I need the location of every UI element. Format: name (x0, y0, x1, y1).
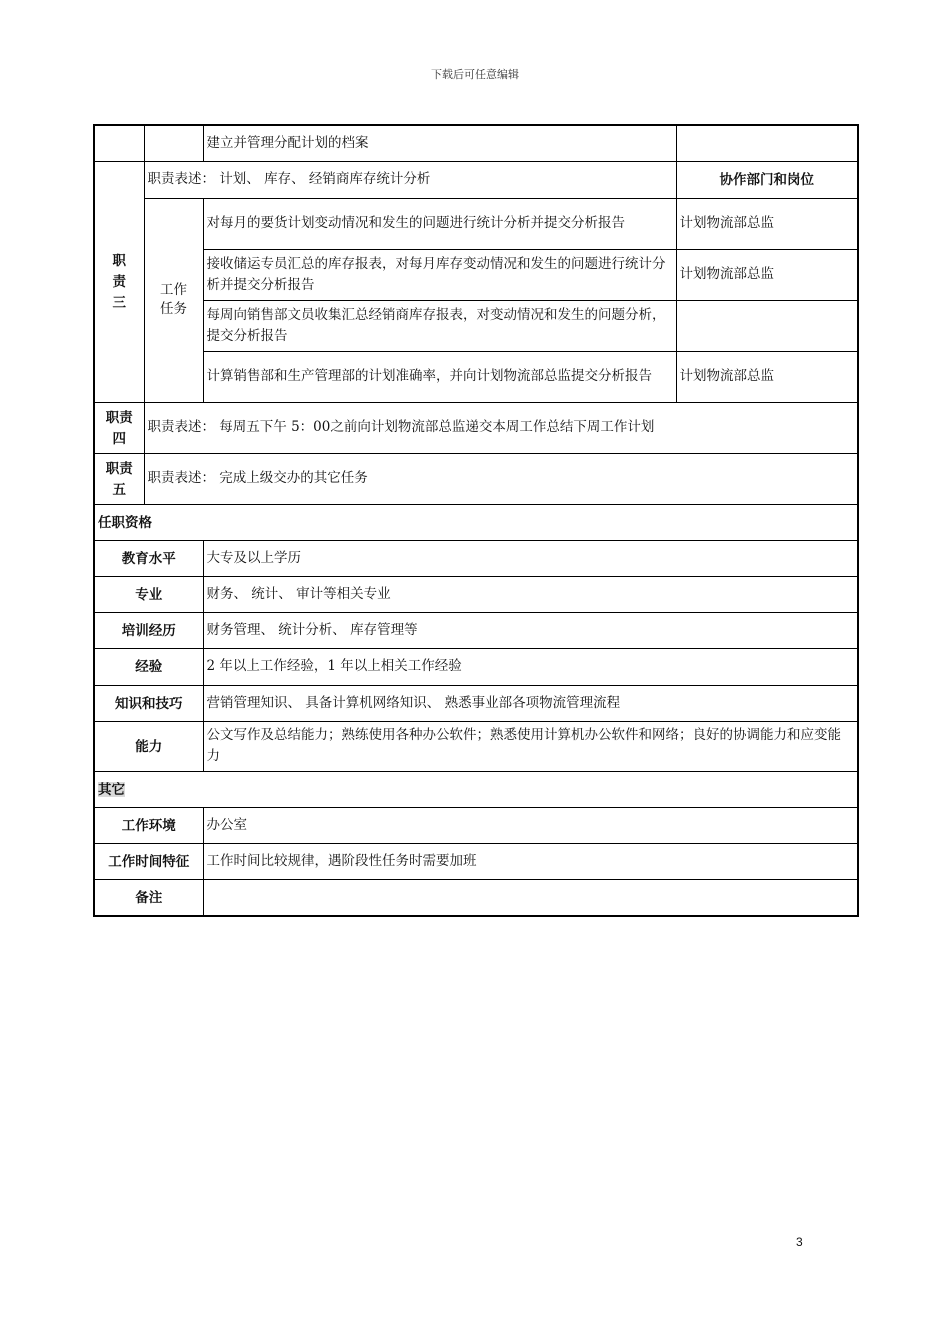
qualification-row (94, 648, 858, 685)
qualification-row (94, 721, 858, 771)
task-text: 计算销售部和生产管理部的计划准确率，并向计划物流部总监提交分析报告 (203, 351, 676, 402)
other-value (203, 879, 858, 916)
other-label: 备注 (94, 879, 203, 916)
collab-cell (676, 125, 858, 161)
header-note: 下载后可任意编辑 (431, 68, 519, 81)
task-text: 对每月的要货计划变动情况和发生的问题进行统计分析并提交分析报告 (203, 198, 676, 249)
other-row (94, 879, 858, 916)
duty3-description: 职责表述： 计划、 库存、 经销商库存统计分析 (144, 161, 676, 198)
task-row (94, 198, 858, 249)
qualifications-section-row (94, 504, 858, 540)
qualification-value: 2 年以上工作经验，1 年以上相关工作经验 (203, 648, 858, 685)
qualification-label: 培训经历 (94, 612, 203, 648)
qualification-label: 专业 (94, 576, 203, 612)
duty4-description: 职责表述： 每周五下午 5：00之前向计划物流部总监递交本周工作总结下周工作计划 (144, 402, 858, 453)
qualification-label: 知识和技巧 (94, 685, 203, 721)
other-value: 办公室 (203, 807, 858, 843)
qualification-value: 营销管理知识、 具备计算机网络知识、 熟悉事业部各项物流管理流程 (203, 685, 858, 721)
task-collab: 计划物流部总监 (676, 351, 858, 402)
other-label: 工作环境 (94, 807, 203, 843)
qualification-row (94, 612, 858, 648)
other-label: 工作时间特征 (94, 843, 203, 879)
duty4-row (94, 402, 858, 453)
carryover-task-row (94, 125, 858, 161)
other-section-row (94, 771, 858, 807)
duty3-description-row (94, 161, 858, 198)
collab-header: 协作部门和岗位 (676, 161, 858, 198)
empty-cell (94, 125, 144, 161)
duty4-label: 职责 四 (94, 402, 144, 453)
task-row (94, 300, 858, 351)
qualification-label: 能力 (94, 721, 203, 771)
page-number: 3 (796, 1235, 803, 1249)
task-collab: 计划物流部总监 (676, 198, 858, 249)
other-row (94, 843, 858, 879)
other-value: 工作时间比较规律，遇阶段性任务时需要加班 (203, 843, 858, 879)
duty5-label: 职责 五 (94, 453, 144, 504)
qualification-value: 公文写作及总结能力；熟练使用各种办公软件；熟悉使用计算机办公软件和网络；良好的协调能力和应变能力 (203, 721, 858, 771)
task-text: 接收储运专员汇总的库存报表，对每月库存变动情况和发生的问题进行统计分析并提交分析报告 (203, 249, 676, 300)
task-row (94, 351, 858, 402)
empty-cell (144, 125, 203, 161)
tasks-label: 工作 任务 (144, 198, 203, 402)
duty5-description: 职责表述： 完成上级交办的其它任务 (144, 453, 858, 504)
qualification-label: 教育水平 (94, 540, 203, 576)
qualification-label: 经验 (94, 648, 203, 685)
task-text: 每周向销售部文员收集汇总经销商库存报表，对变动情况和发生的问题分析，提交分析报告 (203, 300, 676, 351)
qualification-row (94, 540, 858, 576)
qualification-value: 财务、 统计、 审计等相关专业 (203, 576, 858, 612)
other-row (94, 807, 858, 843)
other-title: 其它 (94, 771, 858, 807)
qualification-row (94, 685, 858, 721)
qualification-row (94, 576, 858, 612)
duty3-label: 职 责 三 (94, 161, 144, 402)
task-collab: 计划物流部总监 (676, 249, 858, 300)
duty5-row (94, 453, 858, 504)
task-row (94, 249, 858, 300)
task-text: 建立并管理分配计划的档案 (203, 125, 676, 161)
qualification-value: 大专及以上学历 (203, 540, 858, 576)
job-description-table (93, 124, 859, 917)
task-collab (676, 300, 858, 351)
qualification-value: 财务管理、 统计分析、 库存管理等 (203, 612, 858, 648)
qualifications-title: 任职资格 (94, 504, 858, 540)
